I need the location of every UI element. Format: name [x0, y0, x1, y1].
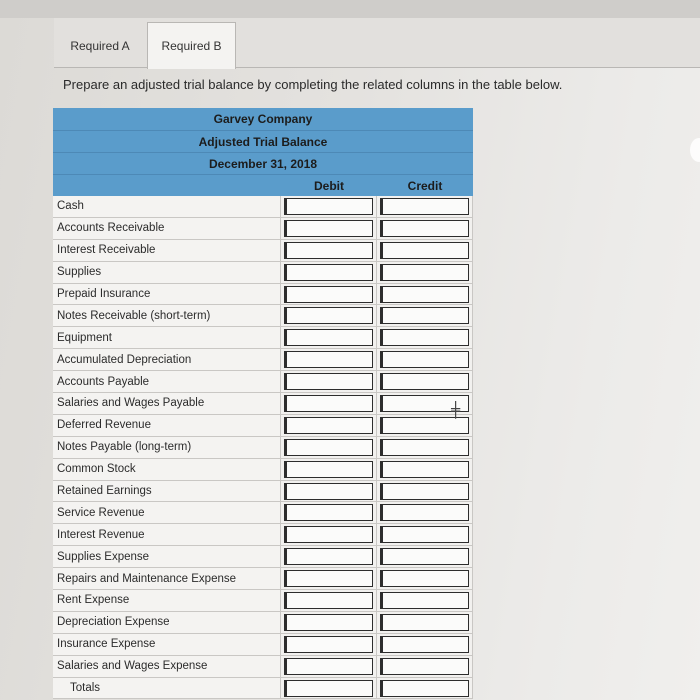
credit-input[interactable]	[380, 548, 469, 565]
debit-input[interactable]	[284, 395, 373, 412]
table-row	[53, 612, 473, 634]
credit-column-header: Credit	[407, 178, 443, 193]
debit-input[interactable]	[284, 417, 373, 434]
account-name: Retained Earnings	[53, 481, 281, 502]
debit-cell	[281, 502, 377, 523]
table-row	[53, 524, 473, 546]
debit-input[interactable]	[284, 614, 373, 631]
table-row	[53, 437, 473, 459]
debit-input[interactable]	[284, 286, 373, 303]
debit-cell	[281, 546, 377, 567]
account-name: Supplies Expense	[53, 546, 281, 567]
debit-input[interactable]	[284, 680, 373, 697]
credit-input[interactable]	[380, 351, 469, 368]
account-name: Insurance Expense	[53, 634, 281, 655]
debit-cell	[281, 349, 377, 370]
account-name: Service Revenue	[53, 502, 281, 523]
debit-input[interactable]	[284, 636, 373, 653]
credit-cell	[377, 196, 473, 217]
debit-cell	[281, 415, 377, 436]
account-name: Depreciation Expense	[53, 612, 281, 633]
debit-cell	[281, 459, 377, 480]
browser-top-strip	[0, 0, 700, 18]
credit-cell	[377, 371, 473, 392]
credit-input[interactable]	[380, 417, 469, 434]
debit-input[interactable]	[284, 570, 373, 587]
tab-required-b[interactable]: Required B	[147, 22, 236, 69]
credit-input[interactable]	[380, 658, 469, 675]
table-row	[53, 634, 473, 656]
debit-cell	[281, 634, 377, 655]
company-name: Garvey Company	[213, 112, 313, 126]
table-row	[53, 415, 473, 437]
table-row	[53, 502, 473, 524]
credit-input[interactable]	[380, 614, 469, 631]
table-row	[53, 371, 473, 393]
table-row	[53, 240, 473, 262]
credit-input[interactable]	[380, 439, 469, 456]
credit-cell	[377, 502, 473, 523]
credit-cell	[377, 240, 473, 261]
debit-input[interactable]	[284, 351, 373, 368]
credit-input[interactable]	[380, 286, 469, 303]
account-name: Deferred Revenue	[53, 415, 281, 436]
credit-input[interactable]	[380, 220, 469, 237]
credit-input[interactable]	[380, 307, 469, 324]
crosshair-cursor-icon: ╪	[451, 401, 461, 419]
debit-input[interactable]	[284, 220, 373, 237]
credit-input[interactable]	[380, 680, 469, 697]
debit-cell	[281, 481, 377, 502]
table-row	[53, 262, 473, 284]
table-row	[53, 568, 473, 590]
credit-cell	[377, 459, 473, 480]
statement-date: December 31, 2018	[53, 152, 473, 174]
account-name: Accumulated Depreciation	[53, 349, 281, 370]
statement-title: Adjusted Trial Balance	[53, 130, 473, 152]
debit-input[interactable]	[284, 198, 373, 215]
debit-input[interactable]	[284, 307, 373, 324]
credit-cell	[377, 546, 473, 567]
table-header	[53, 108, 473, 196]
table-row	[53, 590, 473, 612]
account-name: Interest Receivable	[53, 240, 281, 261]
debit-input[interactable]	[284, 504, 373, 521]
credit-cell	[377, 568, 473, 589]
debit-input[interactable]	[284, 483, 373, 500]
credit-input[interactable]	[380, 526, 469, 543]
screen-glare	[690, 138, 700, 162]
table-row	[53, 459, 473, 481]
debit-cell	[281, 590, 377, 611]
account-name: Supplies	[53, 262, 281, 283]
table-body	[53, 196, 473, 699]
credit-input[interactable]	[380, 636, 469, 653]
table-row	[53, 327, 473, 349]
credit-input[interactable]	[380, 329, 469, 346]
debit-input[interactable]	[284, 242, 373, 259]
account-name: Common Stock	[53, 459, 281, 480]
trial-balance-table	[53, 108, 473, 699]
table-row	[53, 349, 473, 371]
credit-cell	[377, 524, 473, 545]
debit-cell	[281, 262, 377, 283]
credit-cell	[377, 284, 473, 305]
debit-cell	[281, 240, 377, 261]
debit-input[interactable]	[284, 264, 373, 281]
table-row	[53, 481, 473, 503]
column-headers	[53, 174, 473, 196]
table-row	[53, 196, 473, 218]
debit-input[interactable]	[284, 658, 373, 675]
credit-input[interactable]	[380, 483, 469, 500]
debit-cell	[281, 218, 377, 239]
debit-input[interactable]	[284, 461, 373, 478]
account-name: Repairs and Maintenance Expense	[53, 568, 281, 589]
table-row	[53, 656, 473, 678]
account-name: Salaries and Wages Expense	[53, 656, 281, 677]
debit-input[interactable]	[284, 548, 373, 565]
debit-input[interactable]	[284, 592, 373, 609]
debit-cell	[281, 305, 377, 326]
debit-column-header: Debit	[314, 178, 344, 193]
account-name: Accounts Payable	[53, 371, 281, 392]
account-name: Cash	[53, 196, 281, 217]
tab-required-a[interactable]: Required A	[70, 38, 130, 53]
credit-cell	[377, 305, 473, 326]
credit-input[interactable]	[380, 373, 469, 390]
account-name: Salaries and Wages Payable	[53, 393, 281, 414]
table-row	[53, 305, 473, 327]
credit-input[interactable]	[380, 242, 469, 259]
account-name: Notes Receivable (short-term)	[53, 305, 281, 326]
debit-cell	[281, 437, 377, 458]
account-name: Notes Payable (long-term)	[53, 437, 281, 458]
table-row	[53, 284, 473, 306]
account-name: Equipment	[53, 327, 281, 348]
debit-cell	[281, 327, 377, 348]
credit-cell	[377, 262, 473, 283]
account-name: Interest Revenue	[53, 524, 281, 545]
instruction-text: Prepare an adjusted trial balance by completing the related columns in the table below.	[63, 77, 563, 92]
table-row	[53, 546, 473, 568]
debit-input[interactable]	[284, 329, 373, 346]
credit-cell	[377, 437, 473, 458]
account-name: Rent Expense	[53, 590, 281, 611]
account-name: Accounts Receivable	[53, 218, 281, 239]
credit-input[interactable]	[380, 504, 469, 521]
credit-cell	[377, 612, 473, 633]
credit-input[interactable]	[380, 198, 469, 215]
tab-bar	[54, 18, 700, 68]
credit-cell	[377, 349, 473, 370]
credit-cell	[377, 327, 473, 348]
table-row	[53, 393, 473, 415]
credit-input[interactable]	[380, 264, 469, 281]
credit-cell	[377, 656, 473, 677]
credit-cell	[377, 481, 473, 502]
debit-cell	[281, 568, 377, 589]
debit-cell	[281, 612, 377, 633]
debit-cell	[281, 524, 377, 545]
debit-input[interactable]	[284, 373, 373, 390]
table-row	[53, 218, 473, 240]
debit-cell	[281, 196, 377, 217]
credit-input[interactable]	[380, 570, 469, 587]
credit-cell	[377, 590, 473, 611]
debit-input[interactable]	[284, 526, 373, 543]
credit-input[interactable]	[380, 592, 469, 609]
credit-input[interactable]	[380, 461, 469, 478]
debit-cell	[281, 393, 377, 414]
credit-cell	[377, 678, 473, 699]
debit-input[interactable]	[284, 439, 373, 456]
credit-cell	[377, 218, 473, 239]
debit-cell	[281, 678, 377, 699]
debit-cell	[281, 371, 377, 392]
totals-row	[53, 678, 473, 700]
debit-cell	[281, 284, 377, 305]
totals-label: Totals	[53, 678, 281, 699]
credit-cell	[377, 634, 473, 655]
account-name: Prepaid Insurance	[53, 284, 281, 305]
debit-cell	[281, 656, 377, 677]
